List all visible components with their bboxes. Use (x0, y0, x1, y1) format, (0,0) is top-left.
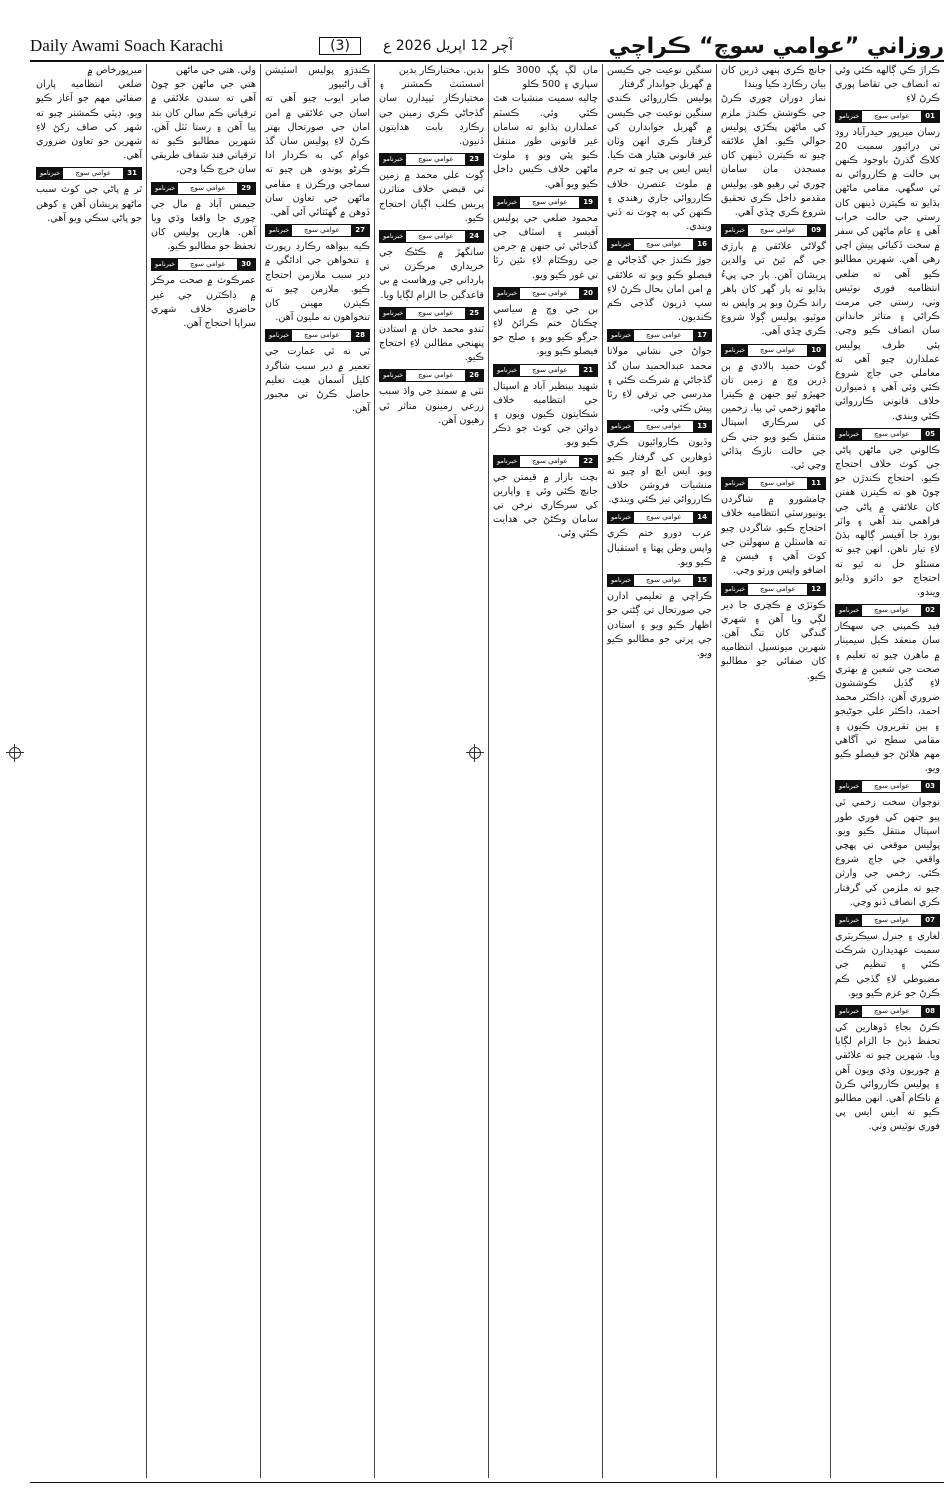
news-story (835, 914, 940, 1001)
story-lead: مان لڳ ڀڳ 3000 ڪلو سپاري ۽ 500 ڪلو (493, 65, 598, 91)
story-tag (835, 604, 940, 617)
news-label: خبرنامو (608, 512, 634, 523)
story-body: عمرڪوٽ ۾ صحت مرڪز ۾ ڊاڪٽرن جي غير حاضري خلاف شهري سراپا احتجاج آهن. (151, 275, 256, 330)
english-title: Daily Awami Soach Karachi (30, 36, 224, 55)
story-tag (379, 369, 484, 382)
story-body: پوليس ڪارروائي ڪندي سنگين نوعيت جي ڪيسن ۾ گهربل جوابدارن کي گرفتار ڪري انهن وٽان غير قانوني هٿيار هٿ ڪيا. ايس ايس پي چيو ته جرم ۾ ملوث عنصرن خلاف ڪارروائي جاري رهندي ۽ ڪنهن کي به ڇوٽ نه ڏني ويندي. (607, 93, 712, 233)
news-label: خبرنامو (494, 365, 520, 376)
news-story (379, 307, 484, 366)
news-story (379, 230, 484, 303)
story-tag (493, 196, 598, 209)
story-body: گولاڻي علائقي ۾ ٻارڙي جي گم ٿيڻ تي والدين پريشان آهن. ٻار جي پيءُ ٻڌايو ته ٻار گهر کان ٻاهر راند ڪرڻ ويو پر واپس نه موٽيو. پوليس ڳولا شروع ڪري ڇڏي آهي. (721, 241, 826, 338)
news-story (151, 258, 256, 331)
story-number: 24 (465, 231, 483, 242)
news-story (721, 344, 826, 474)
story-body: اسسٽنٽ ڪمشنر ۽ مختيارڪار ٽپيدارن سان گڏجاڻي ڪري زمينن جي رڪارڊ بابت هدايتون ڏنيون. (379, 79, 484, 148)
story-lead: جانچ ڪري ٻنهي ڌرين کان بيان رڪارڊ ڪيا ويندا (721, 65, 826, 91)
section-label: عوامي سوچ (303, 331, 340, 340)
story-body: شهيد بينظير آباد ۾ اسپتال جي انتظاميه خلاف شڪايتون ڪيون ويون ۽ دوائن جي کوٽ جو ذڪر ڪيو ويو. (493, 380, 598, 449)
story-number: 31 (123, 168, 141, 179)
registration-mark-left (6, 744, 24, 762)
section-label: عوامي سوچ (759, 479, 796, 488)
news-story (607, 511, 712, 570)
news-story (379, 64, 484, 149)
story-number: 07 (921, 915, 939, 926)
story-tag (607, 420, 712, 433)
story-body: لغاري ۽ جنرل سيڪريٽري سميت عهديدارن شرڪت ڪئي ۽ تنظيم جي مضبوطي لاءِ گڏجي ڪم ڪرڻ جو عزم ڪيو ويو. (835, 930, 940, 999)
news-label: خبرنامو (380, 231, 406, 242)
section-label: عوامي سوچ (531, 365, 568, 374)
news-label: خبرنامو (494, 288, 520, 299)
story-number: 15 (693, 575, 711, 586)
news-story (36, 64, 142, 163)
news-label: خبرنامو (608, 421, 634, 432)
story-body: ڳوٺ علي محمد ۾ زمين تي قبضي خلاف متاثرن پريس ڪلب اڳيان احتجاج ڪيو. (379, 170, 484, 224)
story-tag (607, 329, 712, 342)
story-tag (36, 167, 142, 180)
section-label: عوامي سوچ (873, 429, 910, 438)
story-body: هتي جي ماڻهن جو چوڻ آهي ته سندن علائقي ۾ ترقياتي ڪم سالن کان بند پيا آهن ۽ رستا ٽٽل آهن. شهرين مطالبو ڪيو ته ترقياتي فنڊ شفاف طريقي سان خرچ ڪيا وڃن. (151, 79, 256, 176)
story-body: صابر ايوب چيو آهي ته اسان جي علائقي ۾ امن امان جي صورتحال بهتر ڪرڻ لاءِ پوليس سان گڏ عوام کي به ڪردار ادا ڪرڻو پوندو. هن چيو ته سماجي ورڪرن ۽ مقامي ماڻهن جي تعاون سان ڏوهن ۾ گهٽتائي آئي آهي. (265, 93, 370, 219)
news-label: خبرنامو (836, 915, 862, 926)
section-label: عوامي سوچ (873, 606, 910, 615)
story-tag (607, 238, 712, 251)
news-label: خبرنامو (494, 197, 520, 208)
story-tag (379, 153, 484, 166)
story-lead: ميرپورخاص ۾ (87, 65, 142, 76)
article-column (716, 64, 830, 1478)
news-story (493, 64, 598, 192)
section-label: عوامي سوچ (645, 513, 682, 522)
news-story (721, 224, 826, 339)
news-story (721, 477, 826, 578)
story-number: 05 (921, 429, 939, 440)
masthead-bar (30, 32, 944, 62)
story-tag (721, 477, 826, 490)
story-body: ڄامشورو ۾ شاگردن يونيورسٽي انتظاميه خلاف احتجاج ڪيو. شاگردن چيو ته هاسٽلن ۾ سهولتن جي کوٽ آهي ۽ فيسن ۾ اضافو واپس ورتو وڃي. (721, 494, 826, 577)
news-label: خبرنامو (722, 345, 748, 356)
news-label: خبرنامو (380, 308, 406, 319)
header-center (319, 37, 513, 55)
section-label: عوامي سوچ (873, 782, 910, 791)
news-label: خبرنامو (722, 584, 748, 595)
story-tag (607, 511, 712, 524)
story-body: گوٺ حميد ٻالادي ۾ ٻن ڌرين وچ ۾ زمين تان جهيڙو ٿيو جنهن ۾ ڪيترا ماڻهو زخمي ٿي پيا. زخمين کي سرڪاري اسپتال منتقل ڪيو ويو جتي ڪن جي حالت نازڪ ٻڌائي وڃي ٿي. (721, 360, 826, 472)
news-story (835, 1005, 940, 1135)
story-body: ٻن جي وچ ۾ سياسي ڇڪتاڻ ختم ڪرائڻ لاءِ جرڳو ڪيو ويو ۽ صلح جو فيصلو ڪيو ويو. (493, 303, 598, 358)
story-body: نماز دوران چوري ڪرڻ جي ڪوشش ڪندڙ ملزم کي ماڻهن پڪڙي پوليس حوالي ڪيو. اهلِ علائقه چيو ته ڪيترن ڏينهن کان مسجدن مان سامان چوري ٿي رهيو هو. پوليس مقدمو داخل ڪري تحقيق شروع ڪري ڇڏي آهي. (721, 93, 826, 219)
story-number: 03 (921, 781, 939, 792)
section-label: عوامي سوچ (531, 288, 568, 297)
story-body: جيمس آباد ۾ مال جي چوري جا واقعا وڌي ويا آهن. هارين پوليس کان تحفظ جو مطالبو ڪيو. (151, 198, 256, 253)
story-number: 10 (807, 345, 825, 356)
story-tag (721, 224, 826, 237)
story-body: ڪوٽڙي ۾ ڪچري جا ڍير لڳي ويا آهن ۽ شهري گندگي کان تنگ آهن. شهرين ميونسپل انتظاميه کان صفائي جو مطالبو ڪيو. (721, 599, 826, 682)
story-number: 30 (237, 259, 255, 270)
news-label: خبرنامو (836, 111, 862, 122)
story-number: 01 (921, 111, 939, 122)
news-story (493, 455, 598, 542)
story-lead: سنگين نوعيت جي ڪيسن ۾ گهربل جوابدار گرفتار (607, 65, 712, 91)
story-number: 11 (807, 478, 825, 489)
news-label: خبرنامو (608, 575, 634, 586)
news-story (721, 583, 826, 684)
section-label: عوامي سوچ (759, 226, 796, 235)
section-label: عوامي سوچ (873, 1006, 910, 1015)
story-body: ٺٽي ۾ سمنڊ جي واڌ سبب زرعي زمينون متاثر ٿي رهيون آهن. (379, 386, 484, 426)
section-label: عوامي سوچ (417, 371, 454, 380)
news-label: خبرنامو (722, 225, 748, 236)
story-tag (151, 258, 256, 271)
story-number: 08 (921, 1006, 939, 1017)
story-lead: ڪنڊڙو پوليس اسٽيشن آف راڻيپور (265, 65, 370, 91)
section-label: عوامي سوچ (531, 456, 568, 465)
article-column (374, 64, 488, 1478)
article-column (32, 64, 146, 1478)
section-label: عوامي سوچ (873, 111, 910, 120)
news-story (493, 287, 598, 360)
story-number: 16 (693, 239, 711, 250)
news-label: خبرنامو (380, 370, 406, 381)
story-tag (379, 307, 484, 320)
story-body: بچت بازار ۾ قيمتن جي جانچ ڪئي وئي ۽ واپارين کي سرڪاري نرخن تي سامان وڪڻڻ جي هدايت ڪئي وئي. (493, 471, 598, 540)
registration-mark-center (466, 744, 484, 762)
news-story (265, 329, 370, 416)
news-story (36, 167, 142, 226)
story-number: 14 (693, 512, 711, 523)
news-label: خبرنامو (152, 259, 178, 270)
story-number: 26 (465, 370, 483, 381)
issue-date: آچر 12 اپريل 2026 ع (382, 38, 513, 54)
story-body: وڏيون ڪاروائيون ڪري ڏوهارين کي گرفتار ڪيو ويو. ايس ايڇ او چيو ته منشيات فروشن خلاف ڪارروائي تيز ڪئي ويندي. (607, 437, 712, 506)
story-lead: ڪراڙ ڪي ڳالهه ڪئي وئي ته انصاف جي تقاضا پوري ڪرڻ لاءِ (835, 65, 940, 105)
story-body: جواڻ جي نشاني مولانا محمد عبدالحميد سان گڏ گڏجاڻي ۾ شرڪت ڪئي ۽ مدرسي جي ترقي لاءِ رٿا پيش ڪئي وئي. (607, 346, 712, 415)
story-body: رسان ميرپور حيدرآباد روڊ تي ڊرائيور سميت 20 کلاڪ گذرڻ باوجود ڪنهن ٻي حالت ۾ ڪارروائي نه ٿي سگهي. مقامي ماڻهن ٻڌايو ته ڪيترن ڏينهن کان رستي جي حالت خراب آهي ۽ عام ماڻهن کي سفر ۾ سخت ڏکيائي پيش اچي رهي آهي. شهرين مطالبو ڪيو آهي ته ضلعي انتظاميه فوري نوٽيس وٺي، رستي جي مرمت ڪرائي ۽ متاثر خاندانن سان انصاف ڪيو وڃي. ٻئي طرف پوليس عملدارن چيو آهي ته معاملي جي جاچ شروع ڪئي وئي آهي ۽ ذميوارن خلاف قانوني ڪارروائي ڪئي ويندي. (835, 126, 940, 422)
story-body: ڇاليه سميت منشيات هٿ ڪئي وئي. ڪسٽم عملدارن ٻڌايو ته سامان غير قانوني طور منتقل ڪيو پئي ويو ۽ ملوث ماڻهن خلاف ڪيس داخل ڪيو ويو آهي. (493, 93, 598, 190)
article-column (146, 64, 260, 1478)
news-story (721, 64, 826, 220)
bottom-rule (30, 1482, 944, 1483)
news-story (835, 428, 940, 600)
section-label: عوامي سوچ (759, 345, 796, 354)
news-label: خبرنامو (836, 781, 862, 792)
story-tag (835, 914, 940, 927)
article-column (830, 64, 944, 1478)
section-label: عوامي سوچ (303, 226, 340, 235)
story-lead: بدين. مختيارڪار بدين (398, 65, 484, 76)
section-label: عوامي سوچ (645, 331, 682, 340)
section-label: عوامي سوچ (189, 260, 226, 269)
article-column (260, 64, 374, 1478)
story-tag (493, 287, 598, 300)
story-body: ٿر ۾ پاڻي جي کوٽ سبب ماڻهو پريشان آهن ۽ کوهن جو پاڻي سڪي ويو آهي. (36, 184, 142, 224)
news-label: خبرنامو (37, 168, 63, 179)
news-label: خبرنامو (494, 456, 520, 467)
news-story (379, 153, 484, 226)
section-label: عوامي سوچ (417, 308, 454, 317)
article-columns (30, 64, 944, 1478)
news-story (493, 364, 598, 451)
story-tag (835, 428, 940, 441)
article-column (488, 64, 602, 1478)
story-body: ڪالوني جي ماڻهن پاڻي جي کوٽ خلاف احتجاج ڪيو. احتجاج ڪندڙن جو چوڻ هو ته ڪيترن هفتن کان علائقي ۾ پاڻي جي فراهمي بند آهي ۽ واٽر بورڊ جا آفيسر ڳالهه ٻڌڻ لاءِ تيار ناهن. انهن چيو ته مسئلو حل نه ٿيو ته احتجاج جو دائرو وڌايو ويندو. (835, 444, 940, 598)
news-label: خبرنامو (266, 225, 292, 236)
story-number: 20 (579, 288, 597, 299)
section-label: عوامي سوچ (189, 183, 226, 192)
story-number: 23 (465, 154, 483, 165)
story-body: ضلعي انتظاميه پاران صفائي مهم جو آغاز ڪيو ويو. ڊپٽي ڪمشنر چيو ته شهر کي صاف رکڻ لاءِ شهرين جو تعاون ضروري آهي. (36, 79, 142, 162)
story-tag (379, 230, 484, 243)
news-label: خبرنامو (836, 429, 862, 440)
news-story (379, 369, 484, 428)
story-body: نوجوان سخت زخمي ٿي پيو جنهن کي فوري طور اسپتال منتقل ڪيو ويو. پوليس موقعي تي پهچي واقعي جي جاچ شروع ڪئي. زخمي جي وارثن چيو ته ملزمن کي گرفتار ڪري انصاف ڏنو وڃي. (835, 797, 940, 908)
story-tag (721, 344, 826, 357)
news-story (151, 182, 256, 255)
story-number: 22 (579, 456, 597, 467)
story-tag (265, 329, 370, 342)
story-tag (835, 1005, 940, 1018)
story-body: عرب دورو ختم ڪري واپس وطن پهتا ۽ استقبال ڪيو ويو. (607, 528, 712, 568)
section-label: عوامي سوچ (873, 915, 910, 924)
story-tag (835, 780, 940, 793)
story-tag (607, 574, 712, 587)
story-number: 09 (807, 225, 825, 236)
story-number: 29 (237, 183, 255, 194)
section-label: عوامي سوچ (645, 240, 682, 249)
story-tag (493, 364, 598, 377)
section-label: عوامي سوچ (75, 169, 111, 178)
masthead-title: روزاني ”عوامي سوچ“ ڪراچي (608, 33, 944, 59)
article-column (602, 64, 716, 1478)
story-body: ڪيه بيواهه رڪارڊ رپورٽ ۽ تنخواهن جي ادائگي ۾ دير سبب ملازمن احتجاج ڪيو. ملازمن چيو ته ڪيترن مهينن کان تنخواهون نه مليون آهن. (265, 241, 370, 324)
story-body: ڪرڻ بجاءِ ڏوهارين کي تحفظ ڏيڻ جا الزام لڳايا ويا. شهرين چيو ته علائقي ۾ چوريون وڌي ويون آهن ۽ پوليس ڪارروائي ڪرڻ ۾ ناڪام آهي. انهن مطالبو ڪيو ته ايس ايس پي فوري نوٽيس وٺي. (835, 1021, 940, 1133)
story-body: فيڊ ڪمپني جي سهڪار سان منعقد ڪيل سيمينار ۾ ماهرن چيو ته تعليم ۽ صحت جي شعبن ۾ بهتري لاءِ گڏيل ڪوششون ضروري آهن. ڊاڪٽر محمد احمد، ڊاڪٽر علي جوڻيجو ۽ ٻين تقريرون ڪيون ۽ مقامي سطح تي آگاهي مهم هلائڻ جو فيصلو ڪيو ويو. (835, 621, 940, 775)
story-tag (265, 224, 370, 237)
news-story (835, 604, 940, 776)
story-number: 19 (579, 197, 597, 208)
news-story (607, 64, 712, 234)
story-body: سانگهڙ ۾ ڪڻڪ جي خريداري مرڪزن تي ٻارداني جي ورهاست ۾ بي قاعدگين جا الزام لڳايا ويا. (379, 247, 484, 301)
section-label: عوامي سوچ (759, 584, 796, 593)
news-story (151, 64, 256, 178)
news-story (835, 64, 940, 424)
section-label: عوامي سوچ (645, 422, 682, 431)
news-story (607, 329, 712, 416)
story-number: 28 (351, 330, 369, 341)
news-label: خبرنامو (152, 183, 178, 194)
news-story (607, 420, 712, 507)
story-tag (151, 182, 256, 195)
story-number: 12 (807, 584, 825, 595)
news-story (493, 196, 598, 283)
section-label: عوامي سوچ (417, 155, 454, 164)
section-label: عوامي سوچ (531, 197, 568, 206)
news-label: خبرنامو (836, 605, 862, 616)
section-label: عوامي سوچ (417, 232, 454, 241)
news-story (607, 574, 712, 661)
story-body: محمود ضلعي جي پوليس آفيسر ۽ اسٽاف جي گڏجاڻي ٿي جنهن ۾ جرمن جي روڪٿام لاءِ نئين رٿا تي غور ڪيو ويو. (493, 212, 598, 281)
story-number: 02 (921, 605, 939, 616)
news-label: خبرنامو (722, 478, 748, 489)
news-label: خبرنامو (380, 154, 406, 165)
news-label: خبرنامو (608, 239, 634, 250)
story-body: ڪراچي ۾ تعليمي ادارن جي صورتحال تي ڳڻتي جو اظهار ڪيو ويو ۽ استادن جي ڀرتي جو مطالبو ڪيو ويو. (607, 591, 712, 659)
story-number: 27 (351, 225, 369, 236)
news-story (607, 238, 712, 325)
news-story (265, 64, 370, 220)
story-tag (835, 110, 940, 123)
story-tag (493, 455, 598, 468)
story-body: ٿي نه ٿي عمارت جي تعمير ۾ دير سبب شاگرد کليل آسمان هيٺ تعليم حاصل ڪرڻ تي مجبور آهن. (265, 346, 370, 415)
story-number: 13 (693, 421, 711, 432)
story-number: 25 (465, 308, 483, 319)
story-body: جوڙ ڪندڙ جي گڏجاڻي ۾ فيصلو ڪيو ويو ته علائقي ۾ امن امان بحال ڪرڻ لاءِ سڀ ڌريون گڏجي ڪم ڪنديون. (607, 255, 712, 324)
story-body: ٽنڊو محمد خان ۾ استادن پنهنجي مطالبن لاءِ احتجاج ڪيو. (379, 323, 484, 364)
story-lead: ولي. هتي جي ماڻهن (175, 65, 256, 76)
section-label: عوامي سوچ (645, 576, 682, 585)
news-label: خبرنامو (836, 1006, 862, 1017)
news-label: خبرنامو (266, 330, 292, 341)
news-label: خبرنامو (608, 330, 634, 341)
story-number: 21 (579, 365, 597, 376)
story-tag (721, 583, 826, 596)
news-story (835, 780, 940, 910)
story-number: 17 (693, 330, 711, 341)
news-story (265, 224, 370, 325)
page-number: (3) (319, 37, 361, 55)
